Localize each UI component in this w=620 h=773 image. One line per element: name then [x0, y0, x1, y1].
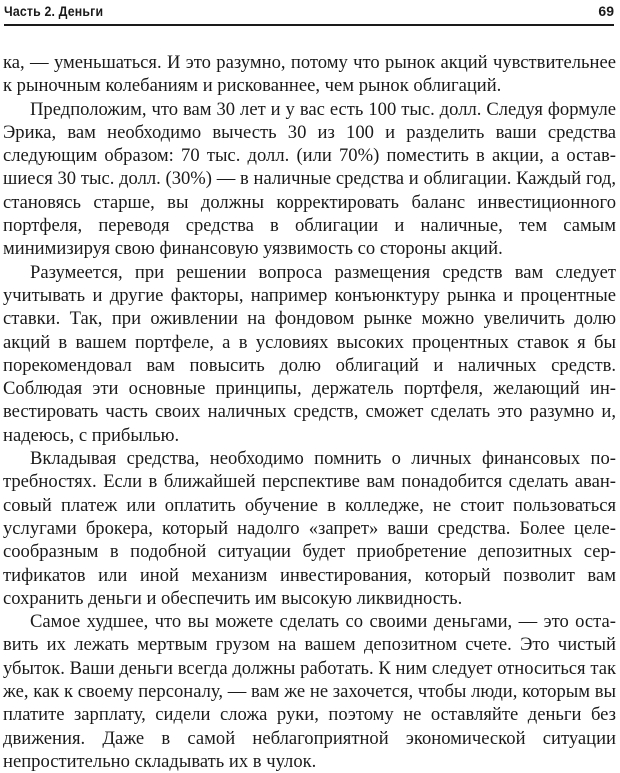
paragraph: Предположим, что вам 30 лет и у вас есть 100 тыс. долл. Следуя формуле Эрика, вам необходимо вычесть 30 из 100 и разделить ваши средства следующим образом: 70 тыс. долл. (или 70%) поместить в акции, а оставшиеся 30 тыс. долл. (30%) — в наличные средства и облигации. Каждый год, становясь старше, вы должны корректировать баланс инвестиционного портфеля, переводя средства в облигации и наличные, тем самым минимизируя свою финансовую уязвимость со стороны акций.	[3, 98, 616, 260]
paragraph: Разумеется, при решении вопроса размещения средств вам следует учитывать и другие факторы, например конъюнктуру рынка и процентные ставки. Так, при оживлении на фондовом рынке можно увеличить долю акций в вашем портфеле, а в условиях высоких процентных ставок я бы порекомендовал вам повысить долю облигаций и наличных средств. Соблюдая эти основные принципы, держатель портфеля, желающий инвестировать часть своих наличных средств, сможет сделать это разумно и, надеюсь, с прибылью.	[3, 261, 616, 446]
paragraph-continued: ка, — уменьшаться. И это разумно, потому что рынок акций чувствительнее к рыночным колебаниям и рискованнее, чем рынок облигаций.	[3, 52, 616, 97]
body-text	[3, 51, 616, 773]
chapter-title: Часть 2. Деньги	[4, 3, 104, 19]
page-number: 69	[598, 3, 614, 19]
paragraph: Вкладывая средства, необходимо помнить о личных финансовых потребностях. Если в ближайшей перспективе вам понадобится сделать авансовый платеж или оплатить обучение в колледже, не стоит пользоваться услугами брокера, который надолго «запрет» ваши средства. Более целесообразным в подобной ситуации будет приобретение депозитных сертификатов или иной механизм инвестирования, который позволит вам сохранить деньги и обеспечить им высокую ликвидность.	[3, 448, 616, 609]
paragraph: Самое худшее, что вы можете сделать со своими деньгами, — это оставить их лежать мертвым грузом на вашем депозитном счете. Это чистый убыток. Ваши деньги всегда должны работать. К ним следует относиться так же, как к своему персоналу, — вам же не захочется, чтобы люди, которым вы платите зарплату, сидели сложа руки, поэтому не оставляйте деньги без движения. Даже в самой неблагоприятной экономической ситуации непростительно складывать их в чулок.	[3, 611, 616, 772]
running-header	[4, 0, 614, 26]
